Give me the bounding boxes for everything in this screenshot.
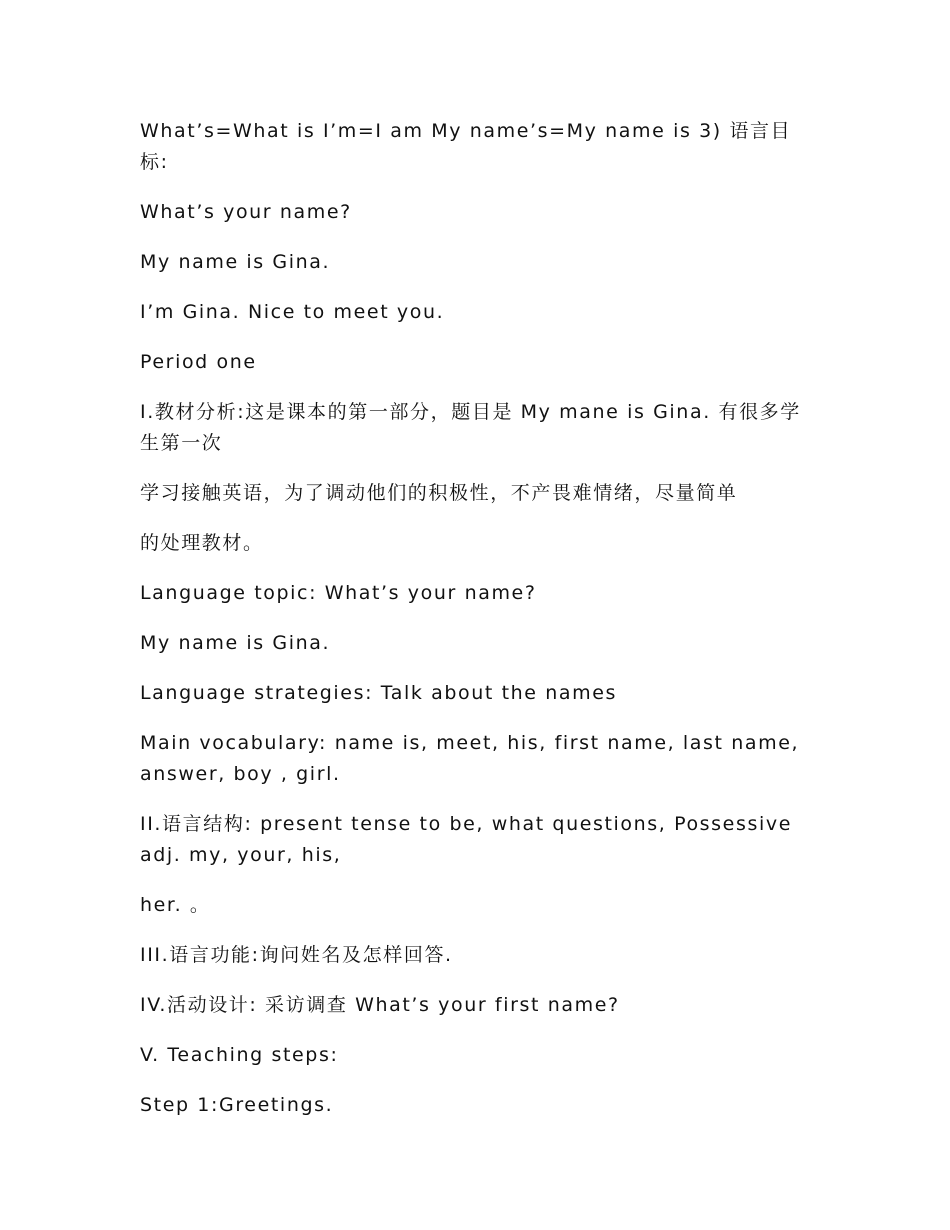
- document-page: [140, 116, 812, 1140]
- paragraph-step-one: Step 1:Greetings.: [140, 1094, 334, 1116]
- paragraph-language-structure: II.语言结构: present tense to be, what questions, Possessive adj. my, your, his,: [140, 813, 792, 866]
- paragraph-language-structure-end: her. 。: [140, 894, 211, 916]
- paragraph-teaching-steps: V. Teaching steps:: [140, 1044, 339, 1066]
- paragraph-contractions: What’s=What is I’m=I am My name’s=My name is 3) 语言目标:: [140, 120, 792, 173]
- paragraph-main-vocabulary: Main vocabulary: name is, meet, his, first name, last name, answer, boy , girl.: [140, 732, 800, 785]
- paragraph-activity-design: IV.活动设计: 采访调查 What’s your first name?: [140, 994, 620, 1016]
- paragraph-language-strategies: Language strategies: Talk about the names: [140, 682, 618, 704]
- paragraph-greeting: I’m Gina. Nice to meet you.: [140, 301, 445, 323]
- paragraph-material-analysis-cont: 学习接触英语，为了调动他们的积极性，不产畏难情绪，尽量简单: [140, 482, 738, 504]
- paragraph-language-function: III.语言功能:询问姓名及怎样回答.: [140, 944, 453, 966]
- paragraph-language-topic: Language topic: What’s your name?: [140, 582, 537, 604]
- paragraph-period-heading: Period one: [140, 351, 257, 373]
- paragraph-material-analysis: I.教材分析:这是课本的第一部分，题目是 My mane is Gina. 有很多学生第一次: [140, 401, 801, 454]
- paragraph-question: What’s your name?: [140, 201, 352, 223]
- paragraph-material-analysis-end: 的处理教材。: [140, 532, 264, 554]
- paragraph-answer: My name is Gina.: [140, 251, 331, 273]
- paragraph-topic-answer: My name is Gina.: [140, 632, 331, 654]
